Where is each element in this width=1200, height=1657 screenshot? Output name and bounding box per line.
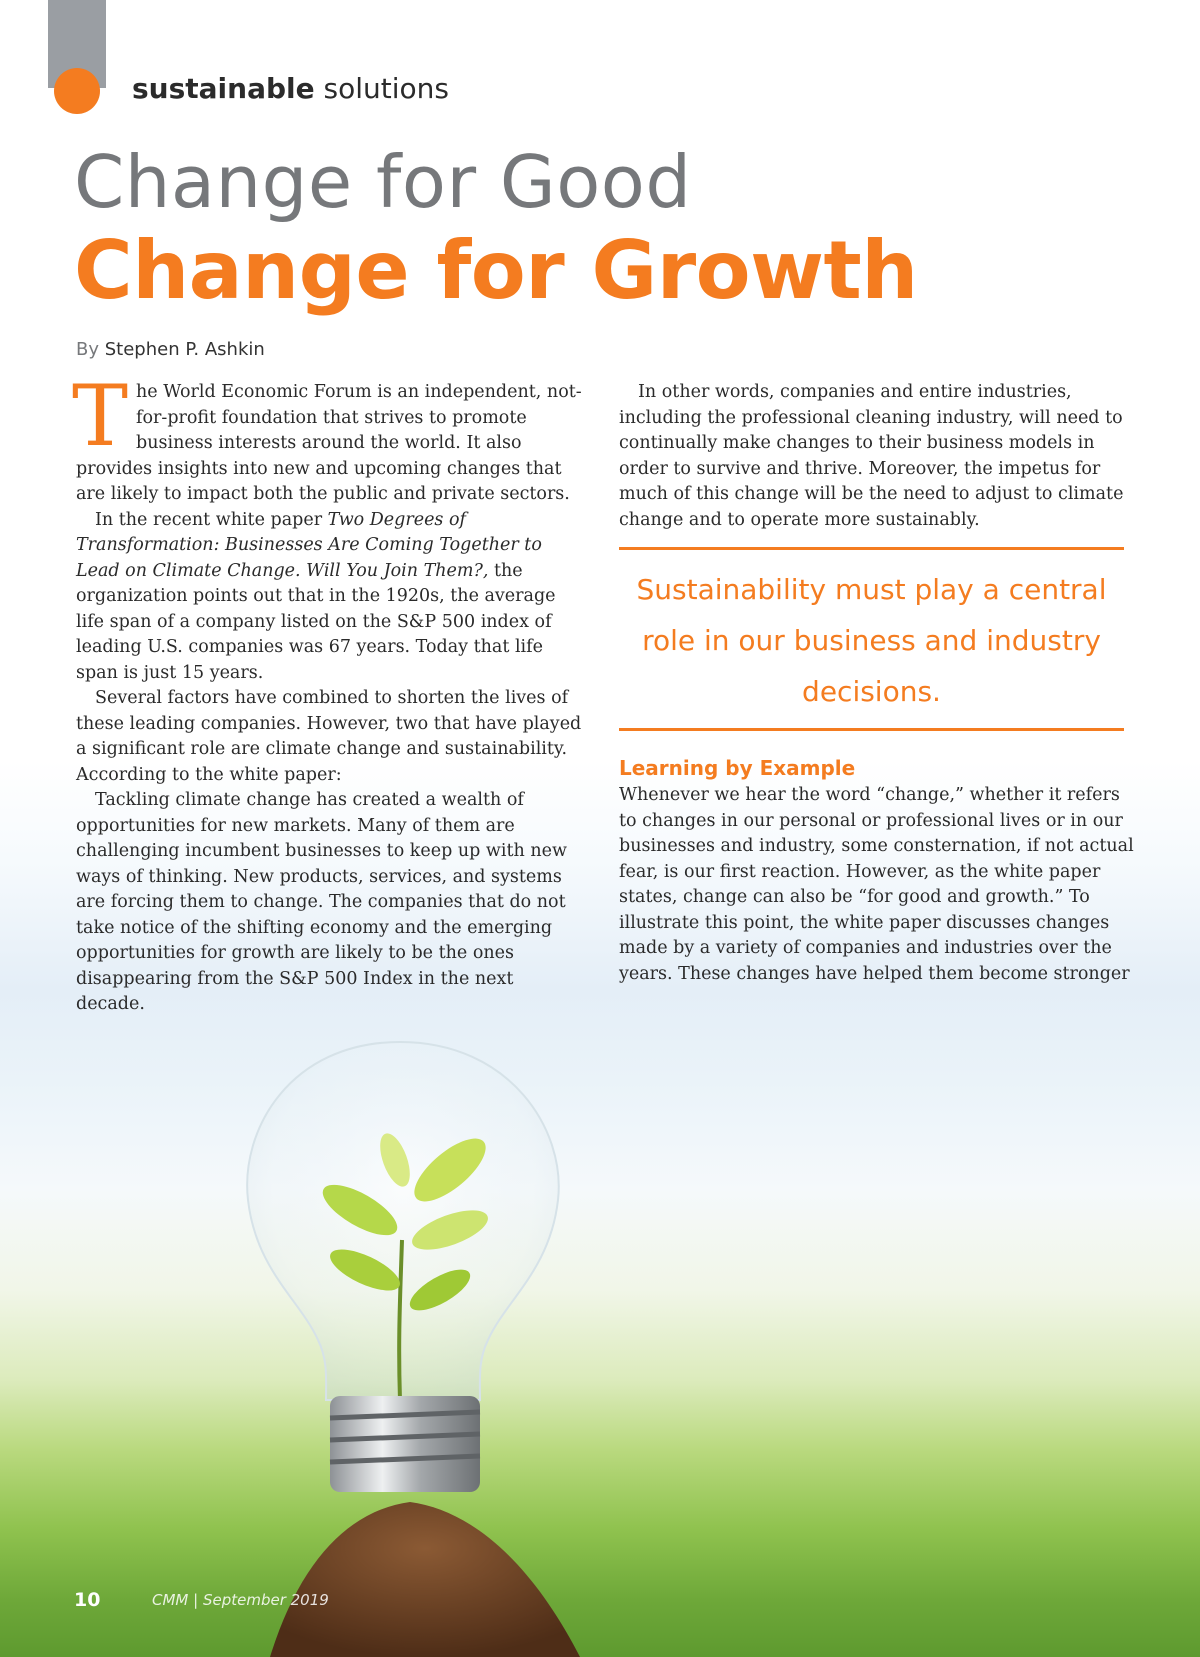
paragraph-white-paper-lead: In the recent white paper: [95, 509, 328, 530]
pull-quote-bottom-rule: [619, 728, 1124, 731]
paragraph-quote: Tackling climate change has created a wealth of opportunities for new markets. Many of them are challenging incumbent businesses to keep up with new ways of thinking. New products, services, and systems are forcing them to change. The companies that do not take notice of the shifting economy and the emerging opportunities for growth are likely to be the ones disappearing from the S&P 500 Index in the next decade.: [76, 790, 567, 1014]
page-number: 10: [74, 1589, 101, 1611]
byline: [76, 339, 265, 360]
section-label-rest: solutions: [323, 72, 449, 105]
right-column: [619, 380, 1129, 533]
lightbulb-seedling-photo: [150, 1040, 670, 1657]
right-column-continued: [619, 783, 1139, 987]
left-column: [72, 367, 586, 1018]
publication-info: CMM | September 2019: [152, 1591, 329, 1609]
paragraph-intro-text: he World Economic Forum is an independent, not-for-profit foundation that strives to promote business interests around the world. It also provides insights into new and upcoming changes that are likely to impact both the public and private sectors.: [76, 382, 582, 504]
section-dot-icon: [54, 68, 100, 114]
paragraph-white-paper: [76, 508, 586, 687]
title-line-2: Change for Growth: [74, 224, 918, 317]
title-line-1: Change for Good: [74, 140, 692, 224]
pull-quote: Sustainability must play a central role in our business and industry decisions.: [636, 573, 1107, 708]
section-label: [132, 72, 449, 105]
paragraph-change: Whenever we hear the word “change,” whether it refers to changes in our personal or professional lives or in our businesses and industry, some consternation, if not actual fear, is our first reaction. However, as the white paper states, change can also be “for good and growth.” To illustrate this point, the white paper discusses changes made by a variety of companies and industries over the years. These changes have helped them become stronger: [619, 785, 1134, 984]
subhead-learning-by-example: Learning by Example: [619, 756, 856, 780]
white-paper-title: Two Degrees of Transformation: Businesses Are Coming Together to Lead on Climate Change. Will You Join Them?,: [76, 509, 542, 581]
paragraph-other-words: In other words, companies and entire industries, including the professional cleaning industry, will need to continually make changes to their business models in order to survive and thrive. Moreover, the impetus for much of this change will be the need to adjust to climate change and to operate more sustainably.: [619, 382, 1124, 530]
byline-prefix: By: [76, 339, 100, 360]
paragraph-intro: [72, 367, 586, 508]
pull-quote-top-rule: [619, 547, 1124, 550]
byline-author: Stephen P. Ashkin: [104, 339, 265, 360]
paragraph-factors: Several factors have combined to shorten the lives of these leading companies. However, two that have played a significant role are climate change and sustainability. According to the white paper:: [76, 688, 582, 785]
section-label-bold: sustainable: [132, 72, 315, 105]
drop-cap: T: [72, 367, 129, 465]
paragraph-white-paper-rest: the organization points out that in the 1920s, the average life span of a company listed on the S&P 500 index of leading U.S. companies was 67 years. Today that life span is just 15 years.: [76, 560, 556, 683]
